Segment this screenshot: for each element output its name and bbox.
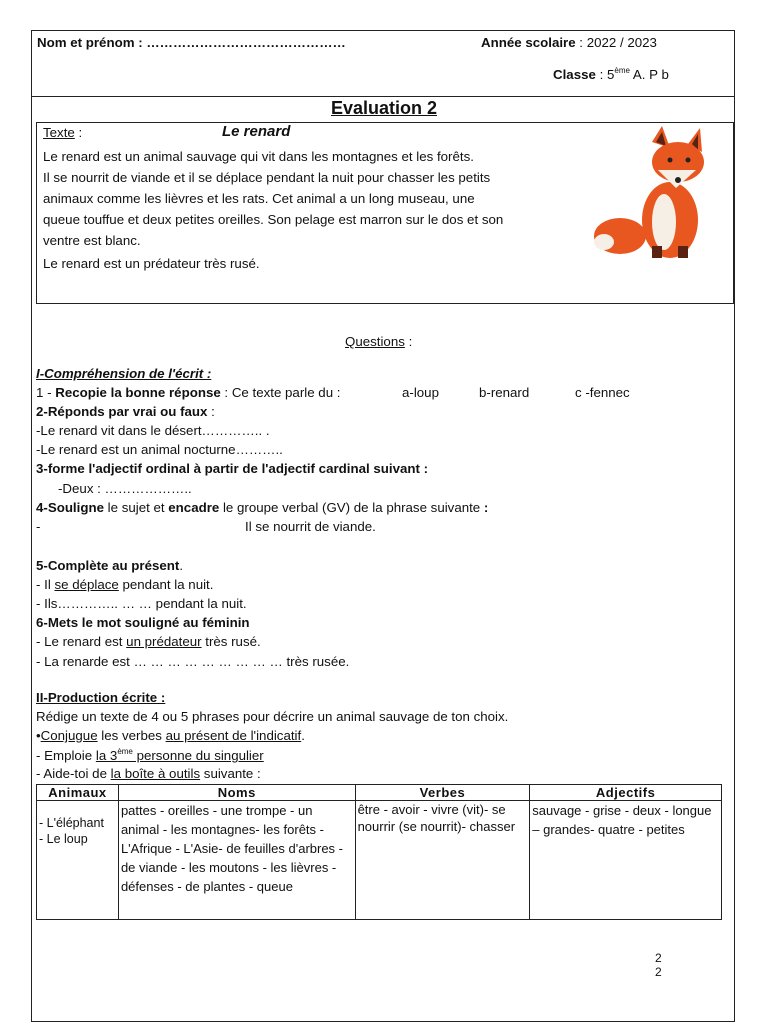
name-field: [37, 35, 346, 50]
question-3: 3-forme l'adjectif ordinal à partir de l'adjectif cardinal suivant :: [36, 461, 429, 476]
q2-suffix: :: [207, 404, 215, 419]
part1-title: I-Compréhension de l'écrit :: [36, 366, 212, 381]
name-dots: ………………………………………: [142, 35, 346, 50]
page-number: 2: [655, 951, 662, 965]
class-field: [553, 66, 669, 82]
questions-title: Questions: [345, 334, 405, 349]
text-line: queue touffue et deux petites oreilles. Son pelage est marron sur le dos et son: [43, 212, 504, 227]
q1-instruction: Recopie la bonne réponse: [55, 385, 221, 400]
text-label: [43, 125, 82, 140]
q4-dash: -: [36, 519, 41, 534]
table-header: Adjectifs: [530, 785, 722, 801]
question-1: [36, 385, 340, 400]
year-value: : 2022 / 2023: [575, 35, 657, 50]
text-line: Il se nourrit de viande et il se déplace pendant la nuit pour chasser les petits: [43, 170, 491, 185]
question-2: [36, 404, 215, 419]
b1-pre: •: [36, 728, 41, 743]
q5-l1-pre: - Il: [36, 577, 55, 592]
b1-mid: les verbes: [97, 728, 166, 743]
class-label: Classe: [553, 67, 596, 82]
part2-bullet-2: [36, 747, 264, 763]
part2-bullet-3: [36, 766, 261, 781]
toolbox-table: [36, 784, 722, 920]
q2-item: -Le renard vit dans le désert………….. .: [36, 423, 270, 438]
q1-option: b-renard: [479, 385, 530, 400]
text-line: ventre est blanc.: [43, 233, 141, 248]
b1-underlined: Conjugue: [40, 728, 98, 743]
q5-suffix: .: [179, 558, 184, 573]
b2-underlined: [96, 748, 264, 763]
q6-l1-post: très rusé.: [201, 634, 261, 649]
questions-title-suffix: :: [404, 334, 413, 349]
part2-title: II-Production écrite :: [36, 690, 166, 705]
text-line: Le renard est un animal sauvage qui vit dans les montagnes et les forêts.: [43, 149, 474, 164]
q6-l1-underlined: un prédateur: [126, 634, 202, 649]
q1-text: : Ce texte parle du :: [220, 385, 341, 400]
q5-l1-post: pendant la nuit.: [118, 577, 214, 592]
table-header: Animaux: [37, 785, 119, 801]
name-label: Nom et prénom :: [37, 35, 143, 50]
q4-bold-2: encadre: [168, 500, 220, 515]
b3-pre: - Aide-toi de: [36, 766, 111, 781]
b2-u2: personne du singulier: [132, 748, 264, 763]
q5-line-2: - Ils………….. … … pendant la nuit.: [36, 596, 247, 611]
q4-text-2: le groupe verbal (GV) de la phrase suivante: [219, 500, 484, 515]
q5-instruction: 5-Complète au présent: [36, 558, 180, 573]
q6-line-1: [36, 634, 261, 649]
table-header-row: [37, 785, 722, 801]
text-heading: Le renard: [222, 123, 291, 140]
q1-number: 1 -: [36, 385, 56, 400]
text-label-word: Texte: [43, 125, 75, 140]
q5-line-1: [36, 577, 213, 592]
class-sup: ème: [614, 66, 630, 75]
table-header: Noms: [118, 785, 355, 801]
b3-underlined: la boîte à outils: [110, 766, 201, 781]
q1-option: c -fennec: [575, 385, 630, 400]
year-label: Année scolaire: [481, 35, 576, 50]
text-label-suffix: :: [74, 125, 83, 140]
b2-pre: - Emploie: [36, 748, 96, 763]
q5-l1-underlined: se déplace: [54, 577, 119, 592]
class-pre: : 5: [595, 67, 615, 82]
b2-sup: ème: [117, 747, 133, 756]
b3-post: suivante :: [200, 766, 261, 781]
header-divider: [31, 96, 735, 97]
q4-text-1: le sujet et: [103, 500, 169, 515]
animal-item: - L'éléphant: [39, 816, 104, 830]
q4-bold-1: 4-Souligne: [36, 500, 104, 515]
class-post: A. P b: [629, 67, 669, 82]
part2-bullet-1: [36, 728, 305, 743]
animaux-cell: [37, 801, 119, 920]
q6-line-2: - La renarde est … … … … … … … … … très rusée.: [36, 654, 350, 669]
questions-heading: [345, 334, 412, 349]
question-4: [36, 500, 488, 515]
text-line: Le renard est un prédateur très rusé.: [43, 256, 260, 271]
page-title: Evaluation 2: [330, 98, 438, 118]
q2-item: -Le renard est un animal nocturne………..: [36, 442, 283, 457]
page-number: 2: [655, 965, 662, 979]
q4-sentence: Il se nourrit de viande.: [245, 519, 376, 534]
q1-option: a-loup: [402, 385, 439, 400]
animal-item: - Le loup: [39, 832, 88, 846]
text-line: animaux comme les lièvres et les rats. Cet animal a un long museau, une: [43, 191, 475, 206]
verbes-cell: être - avoir - vivre (vit)- se nourrir (se nourrit)- chasser: [355, 801, 530, 920]
noms-cell: pattes - oreilles - une trompe - un animal - les montagnes- les forêts - L'Afrique - L'Asie- de feuilles d'arbres - de viande - les moutons - les lièvres - défenses - de plantes - queue: [118, 801, 355, 920]
q4-bold-3: :: [483, 500, 489, 515]
b2-u1: la 3: [95, 748, 118, 763]
b1-post: .: [301, 728, 305, 743]
q3-item: -Deux : ………………..: [58, 481, 192, 496]
fox-illustration: [592, 124, 730, 262]
question-6: 6-Mets le mot souligné au féminin: [36, 615, 250, 630]
question-5: [36, 558, 183, 573]
adjectifs-cell: sauvage - grise - deux - longue – grandes- quatre - petites: [530, 801, 722, 920]
b1-underlined-2: au présent de l'indicatif: [165, 728, 302, 743]
part2-instruction: Rédige un texte de 4 ou 5 phrases pour décrire un animal sauvage de ton choix.: [36, 709, 509, 724]
q2-instruction: 2-Réponds par vrai ou faux: [36, 404, 208, 419]
table-row: [37, 801, 722, 920]
school-year: [481, 35, 657, 50]
table-header: Verbes: [355, 785, 530, 801]
q6-l1-pre: - Le renard est: [36, 634, 127, 649]
